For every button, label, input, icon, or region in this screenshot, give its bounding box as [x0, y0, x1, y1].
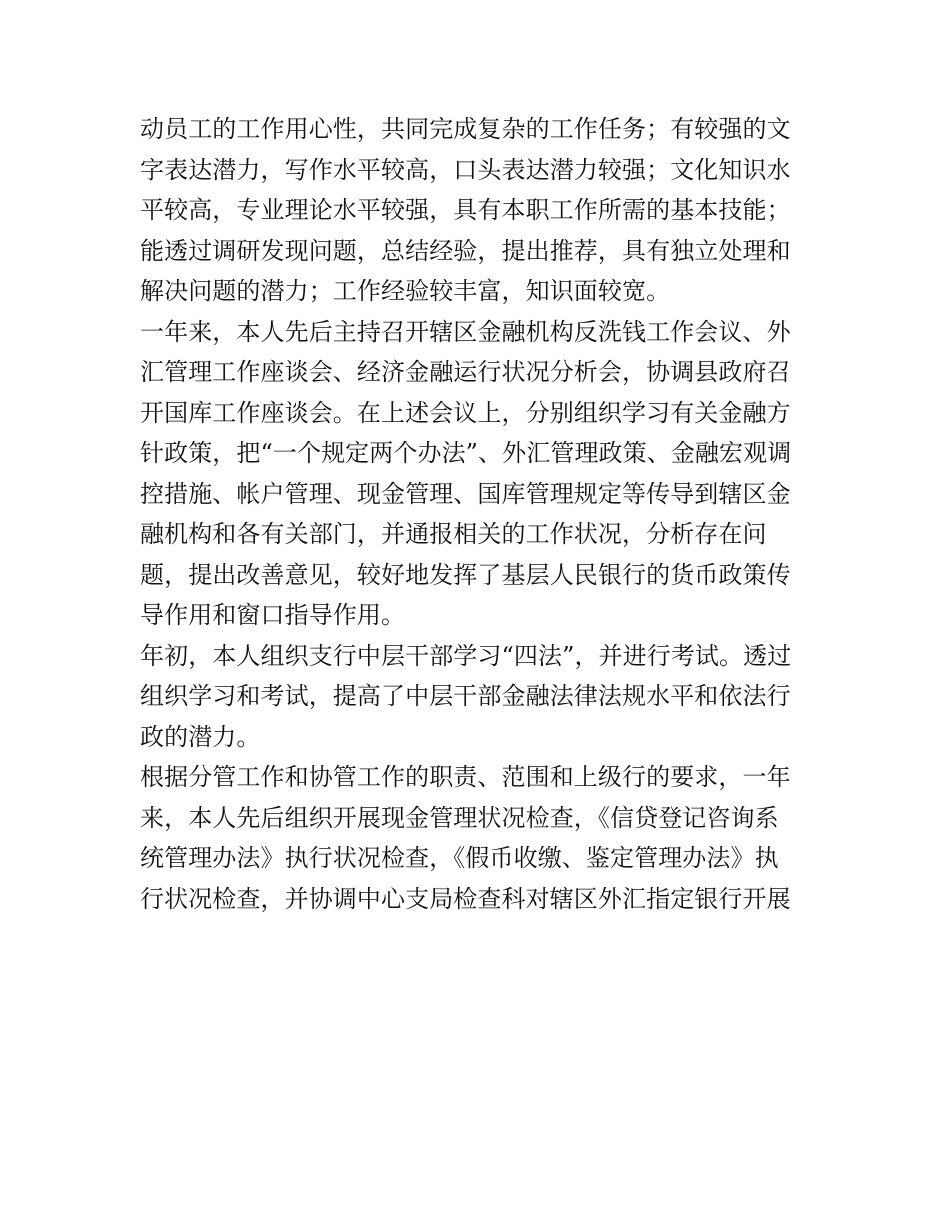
paragraph-1: [140, 109, 812, 312]
text-line: 行状况检查，并协调中心支局检查科对辖区外汇指定银行开展: [140, 884, 791, 913]
text-line: 融机构和各有关部门，并通报相关的工作状况，分析存在问: [140, 520, 767, 548]
text-line: 一年来，本人先后主持召开辖区金融机构反洗钱工作会议、外: [140, 317, 791, 346]
text-line: 控措施、帐户管理、现金管理、国库管理规定等传导到辖区金: [140, 479, 791, 508]
text-line: 组织学习和考试，提高了中层干部金融法律法规水平和依法行: [140, 682, 791, 710]
text-line: 年初，本人组织支行中层干部学习“四法”，并进行考试。透过: [140, 641, 792, 670]
text-line: 解决问题的潜力；工作经验较丰富，知识面较宽。: [140, 277, 671, 305]
text-line: 平较高，专业理论水平较强，具有本职工作所需的基本技能；: [140, 196, 791, 224]
text-line: 统管理办法》执行状况检查，《假币收缴、鉴定管理办法》执: [140, 844, 779, 872]
text-line: 导作用和窗口指导作用。: [140, 601, 406, 629]
text-line: 政的潜力。: [140, 722, 261, 751]
document-body: [140, 109, 812, 919]
text-line: 针政策，把“一个规定两个办法”、外汇管理政策、金融宏观调: [140, 439, 792, 467]
text-line: 开国库工作座谈会。在上述会议上，分别组织学习有关金融方: [140, 398, 791, 427]
paragraph-4: [140, 757, 812, 919]
paragraph-3: [140, 636, 812, 758]
text-line: 题，提出改善意见，较好地发挥了基层人民银行的货币政策传: [140, 560, 791, 589]
text-line: 动员工的工作用心性，共同完成复杂的工作任务；有较强的文: [140, 115, 791, 143]
text-line: 根据分管工作和协管工作的职责、范围和上级行的要求，一年: [140, 763, 791, 791]
text-line: 能透过调研发现问题，总结经验，提出推荐，具有独立处理和: [140, 236, 791, 265]
text-line: 字表达潜力，写作水平较高，口头表达潜力较强；文化知识水: [140, 155, 791, 184]
paragraph-2: [140, 312, 812, 636]
text-line: 来，本人先后组织开展现金管理状况检查，《信贷登记咨询系: [140, 803, 779, 832]
text-line: 汇管理工作座谈会、经济金融运行状况分析会，协调县政府召: [140, 358, 791, 386]
